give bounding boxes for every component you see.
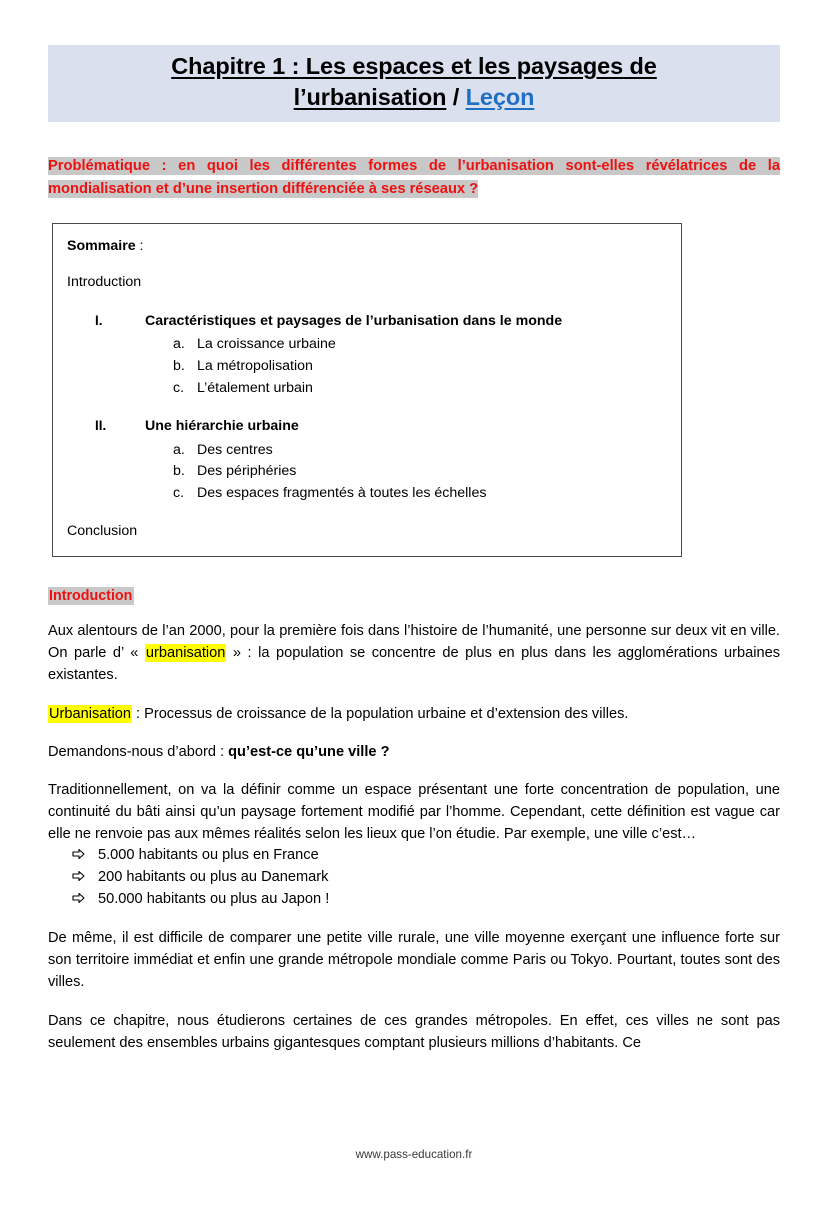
sommaire-item-introduction: Introduction [67,274,142,291]
sommaire-part-2-item-a-label: Des centres [197,441,273,458]
lesson-link[interactable]: Leçon [465,83,535,110]
list-item-label: 5.000 habitants ou plus en France [98,847,319,864]
sommaire-part-1-heading [67,311,667,332]
title-line-2 [60,82,768,113]
sommaire-part-2 [67,416,667,503]
introduction-paragraph-1-after: » : la population se concentre de plus en plus dans les agglomérations urbaines existantes. [48,645,780,684]
footer-website-text: www.pass-education.fr [355,1148,473,1161]
ville-question-bold: qu’est-ce qu’une ville ? [228,743,390,760]
sommaire-heading [67,236,667,257]
sommaire-part-2-item-b-key: b. [173,463,185,480]
sommaire-part-2-item-c-label: Des espaces fragmentés à toutes les échelles [197,484,487,501]
chapter-scope-paragraph: Dans ce chapitre, nous étudierons certaines de ces grandes métropoles. En effet, ces villes ne sont pas seulement des ensembles urbains gigantesques comptant plusieurs millions d’habitants. Ce [48,1012,780,1051]
sommaire-part-2-title: Une hiérarchie urbaine [145,418,299,435]
sommaire-part-1-item-b-label: La métropolisation [197,357,313,374]
introduction-label-text: Introduction [49,588,133,605]
sommaire-part-2-item-c-key: c. [173,484,185,501]
sommaire-part-1-item-a-label: La croissance urbaine [197,336,336,353]
problematique-text: Problématique : en quoi les différentes formes de l’urbanisation sont-elles révélatrices de la mondialisation et d’une insertion différenciée à ses réseaux ? [48,158,780,198]
problematique-statement [48,155,780,201]
hollow-right-arrow-icon [72,848,98,862]
title-line-1 [60,51,768,82]
sommaire-item-conclusion: Conclusion [67,523,138,540]
list-item [72,867,780,889]
sommaire-part-1-item-c-label: L’étalement urbain [197,379,313,396]
introduction-paragraph-1 [48,620,780,687]
tradition-paragraph: Traditionnellement, on va la définir comme un espace présentant une forte concentration de population, une continuité du bâti ainsi qu’un paysage fortement modifié par l’homme. Cependant, cette définition est vague car elle ne renvoie pas aux mêmes réalités selon les lieux que l’on étudie. Par exemple, une ville c’est… [48,781,780,843]
list-item-label: 200 habitants ou plus au Danemark [98,869,329,886]
sommaire-part-1-item-c [173,378,667,399]
title-separator: / [446,83,466,110]
sommaire-part-1-item-c-key: c. [173,379,185,396]
page-footer [0,1148,828,1161]
introduction-paragraph-1-before: Aux alentours de l’an 2000, pour la première fois dans l’histoire de l’humanité, une personne sur deux vit en ville. On parle d’ « [48,623,780,662]
list-item [72,889,780,911]
list-item-label: 50.000 habitants ou plus au Japon ! [98,891,330,908]
ville-question-paragraph [48,741,780,763]
introduction-section-label [48,588,780,604]
sommaire-part-2-item-c [173,483,667,504]
sommaire-part-2-item-a [173,440,667,461]
urbanisation-highlight: urbanisation [145,645,226,662]
sommaire-part-2-item-a-key: a. [173,441,185,458]
sommaire-heading-colon: : [135,237,144,254]
sommaire-part-1-item-b [173,356,667,377]
ville-examples-list [48,845,780,911]
sommaire-part-1-item-a-key: a. [173,336,185,353]
sommaire-box [52,223,682,558]
sommaire-part-2-item-b [173,461,667,482]
sommaire-part-2-numeral: II. [95,418,107,434]
list-item [72,845,780,867]
sommaire-part-1 [67,311,667,398]
urbanisation-definition-text: : Processus de croissance de la population urbaine et d’extension des villes. [131,705,629,722]
page-title: Chapitre 1 : Les espaces et les paysages de [171,53,657,79]
sommaire-heading-label: Sommaire [67,237,136,254]
sommaire-part-1-numeral: I. [95,312,103,328]
urbanisation-definition [48,703,780,725]
urbanisation-definition-term: Urbanisation [49,705,131,722]
sommaire-part-1-item-a [173,334,667,355]
comparison-paragraph: De même, il est difficile de comparer une petite ville rurale, une ville moyenne exerçant une influence forte sur son territoire immédiat et enfin une grande métropole mondiale comme Paris ou Tokyo. Pourtant, toutes sont des villes. [48,930,780,991]
hollow-right-arrow-icon [72,870,98,884]
sommaire-part-1-item-b-key: b. [173,357,185,374]
hollow-right-arrow-icon [72,892,98,906]
sommaire-part-1-title: Caractéristiques et paysages de l’urbanisation dans le monde [145,312,563,329]
page-title-continued: l’urbanisation [293,83,447,110]
document-page [0,45,828,1216]
document-title-banner [48,45,780,122]
ville-question-intro: Demandons-nous d’abord : [48,743,229,760]
sommaire-part-2-heading [67,416,667,437]
sommaire-part-2-item-b-label: Des périphéries [197,463,297,480]
